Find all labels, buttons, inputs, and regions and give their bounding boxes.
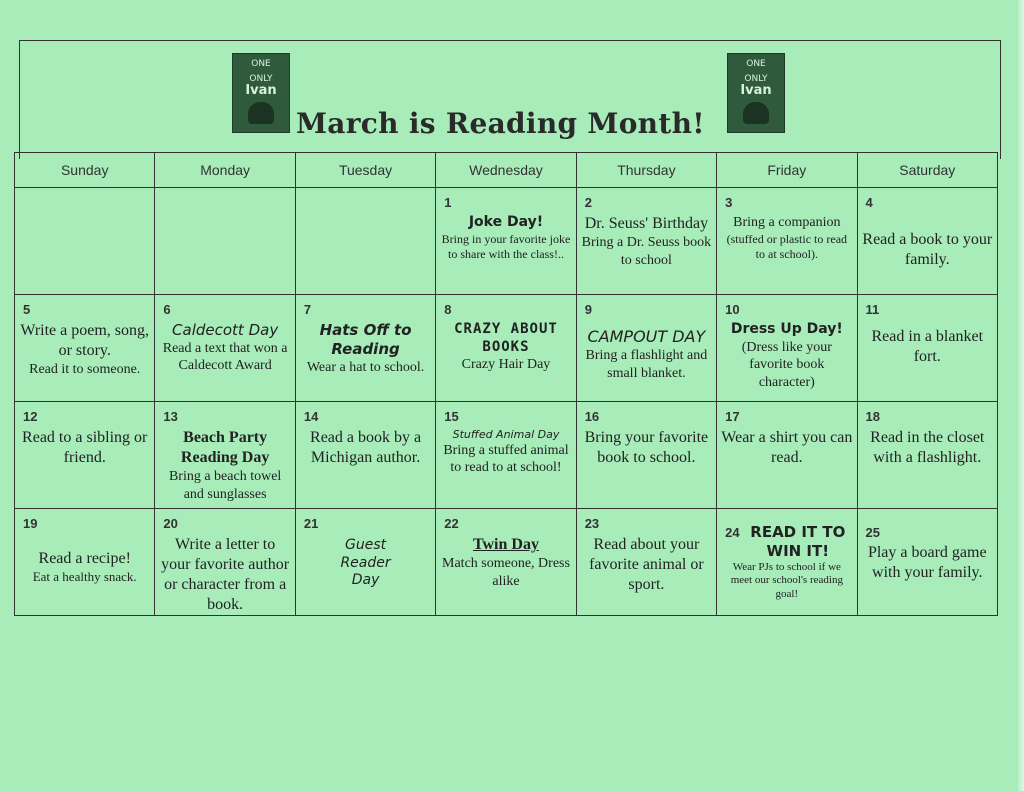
page-edge — [1018, 0, 1024, 791]
day-number: 9 — [584, 302, 592, 317]
day-cell-23 — [576, 509, 716, 616]
day-number: 3 — [725, 195, 733, 210]
day-number: 11 — [865, 302, 880, 317]
day-cell-3 — [717, 188, 857, 295]
event-description: Read it to someone. — [29, 362, 141, 377]
event-description: Guest Reader Day — [340, 537, 391, 588]
day-cell-10 — [717, 295, 857, 402]
day-number: 10 — [725, 302, 740, 317]
day-cell-20 — [155, 509, 295, 616]
weekday-friday: Friday — [717, 153, 857, 188]
event-description: (stuffed or plastic to read to at school). — [726, 231, 848, 261]
day-number: 8 — [444, 302, 452, 317]
event-title: Joke Day! — [468, 214, 544, 230]
event-title: Stuffed Animal Day — [452, 428, 560, 441]
event-description: (Dress like your favorite book character) — [741, 339, 832, 390]
gorilla-illustration — [743, 102, 769, 124]
day-number: 5 — [23, 302, 31, 317]
day-number: 21 — [303, 516, 319, 531]
day-number: 25 — [865, 525, 880, 540]
day-cell-25 — [857, 509, 997, 616]
book-cover-left — [232, 53, 290, 133]
day-cell-6 — [155, 295, 295, 402]
event-title: Twin Day — [473, 536, 539, 553]
event-title: READ IT TO WIN IT! — [750, 523, 846, 560]
event-description: Read a book to your family. — [862, 231, 993, 268]
day-number: 2 — [584, 195, 592, 210]
event-title: CAMPOUT DAY — [587, 327, 706, 346]
book-cover-line1: ONE — [251, 59, 271, 69]
day-number: 18 — [865, 409, 880, 424]
day-cell-empty — [295, 188, 435, 295]
book-cover-line2: ONLY — [744, 74, 768, 84]
title-row — [19, 40, 1001, 159]
event-description: Read in the closet with a flashlight. — [870, 429, 985, 466]
book-cover-line3: Ivan — [740, 83, 772, 98]
page-title: March is Reading Month! — [296, 107, 705, 140]
book-cover-right — [727, 53, 785, 133]
day-cell-1 — [436, 188, 576, 295]
event-description: Crazy Hair Day — [461, 357, 551, 372]
event-description: Wear a shirt you can read. — [721, 429, 853, 466]
event-description: Read a book by a Michigan author. — [310, 429, 422, 466]
day-number: 7 — [303, 302, 312, 317]
event-description: Play a board game with your family. — [867, 544, 987, 581]
day-cell-18 — [857, 402, 997, 509]
day-cell-5 — [15, 295, 155, 402]
event-description: Wear a hat to school. — [306, 359, 425, 375]
event-title: CRAZY ABOUT BOOKS — [454, 321, 558, 355]
day-number: 6 — [163, 302, 171, 317]
event-description: Bring a beach towel and sunglasses — [168, 469, 282, 502]
event-title: Dr. Seuss' Birthday — [584, 215, 709, 232]
day-cell-22 — [436, 509, 576, 616]
week-row-1 — [15, 188, 998, 295]
event-title: Beach Party Reading Day — [180, 429, 270, 466]
day-cell-14 — [295, 402, 435, 509]
event-description: Eat a healthy snack. — [32, 569, 137, 584]
day-cell-11 — [857, 295, 997, 402]
event-description: Write a letter to your favorite author or character from a book. — [161, 536, 290, 613]
weekday-sunday: Sunday — [15, 153, 155, 188]
day-number: 20 — [163, 516, 178, 531]
day-number: 14 — [303, 409, 319, 424]
day-cell-17 — [717, 402, 857, 509]
week-row-2 — [15, 295, 998, 402]
event-description: Match someone, Dress alike — [442, 556, 570, 589]
event-title: Bring a companion — [733, 215, 841, 230]
weekday-thursday: Thursday — [576, 153, 716, 188]
day-number: 12 — [23, 409, 38, 424]
event-description: Bring a stuffed animal to read to at school! — [443, 442, 569, 476]
weekday-tuesday: Tuesday — [295, 153, 435, 188]
event-description: Bring in your favorite joke to share with the class!.. — [441, 231, 571, 261]
gorilla-illustration — [248, 102, 274, 124]
calendar-grid — [14, 152, 998, 616]
day-number: 15 — [444, 409, 459, 424]
event-description: Wear PJs to school if we meet our school's reading goal! — [730, 560, 843, 600]
day-cell-24 — [717, 509, 857, 616]
day-cell-7 — [295, 295, 435, 402]
weekday-wednesday: Wednesday — [436, 153, 576, 188]
calendar-sheet — [14, 40, 998, 660]
book-cover-line2: ONLY — [249, 74, 273, 84]
weekday-monday: Monday — [155, 153, 295, 188]
week-row-4 — [15, 509, 998, 616]
event-title: Dress Up Day! — [730, 321, 843, 337]
day-cell-16 — [576, 402, 716, 509]
event-title: Write a poem, song, or story. — [20, 322, 150, 359]
day-cell-15 — [436, 402, 576, 509]
event-description: Read to a sibling or friend. — [22, 429, 148, 466]
weekday-saturday: Saturday — [857, 153, 997, 188]
day-cell-empty — [15, 188, 155, 295]
event-title: Read a recipe! — [38, 550, 131, 567]
event-description: Read about your favorite animal or sport. — [589, 536, 704, 593]
day-number: 13 — [163, 409, 178, 424]
event-description: Bring your favorite book to school. — [584, 429, 709, 466]
event-description: Read in a blanket fort. — [871, 328, 984, 365]
day-number: 4 — [865, 195, 873, 210]
day-cell-empty — [155, 188, 295, 295]
event-title: Caldecott Day — [172, 321, 279, 339]
day-number: 24 — [725, 525, 740, 540]
book-cover-line1: ONE — [746, 59, 766, 69]
day-cell-12 — [15, 402, 155, 509]
event-description: Bring a Dr. Seuss book to school — [581, 235, 712, 268]
book-cover-line3: Ivan — [245, 83, 277, 98]
day-number: 17 — [725, 409, 740, 424]
day-cell-13 — [155, 402, 295, 509]
event-title: Hats Off to Reading — [319, 321, 412, 358]
day-cell-19 — [15, 509, 155, 616]
day-number: 19 — [23, 516, 38, 531]
day-number: 16 — [584, 409, 600, 424]
weekday-header-row — [15, 153, 998, 188]
day-cell-21 — [295, 509, 435, 616]
event-description: Read a text that won a Caldecott Award — [162, 340, 288, 374]
day-number: 1 — [444, 195, 452, 210]
day-number: 23 — [584, 516, 600, 531]
day-number: 22 — [444, 516, 459, 531]
week-row-3 — [15, 402, 998, 509]
day-cell-2 — [576, 188, 716, 295]
day-cell-9 — [576, 295, 716, 402]
event-description: Bring a flashlight and small blanket. — [585, 348, 708, 381]
day-cell-4 — [857, 188, 997, 295]
day-cell-8 — [436, 295, 576, 402]
